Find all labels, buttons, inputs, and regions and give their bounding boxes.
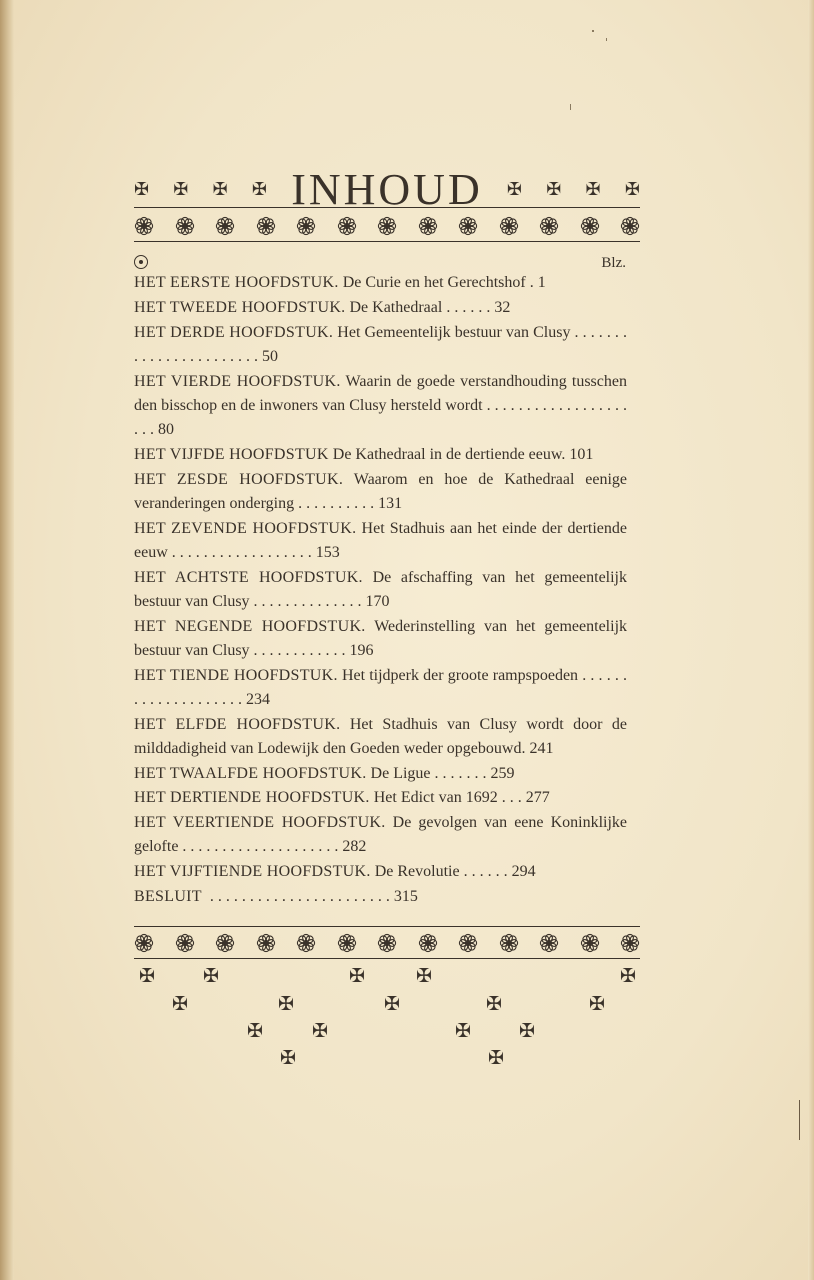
- toc-entry: [134, 370, 631, 443]
- toc-entry: [134, 321, 632, 369]
- maltese-cross-icon: ✠: [134, 179, 150, 200]
- maltese-cross-icon: ✠: [384, 993, 400, 1015]
- rosette-icon: [580, 933, 600, 953]
- chapter-title: Waarin de goede verstandhouding tusschen den bisschop en de inwoners van Clusy hersteld wordt: [134, 372, 627, 414]
- maltese-cross-icon: ✠: [280, 1047, 296, 1069]
- maltese-cross-icon: ✠: [173, 179, 189, 200]
- heading-rule-top: [134, 207, 640, 208]
- maltese-cross-icon: ✠: [212, 179, 228, 200]
- maltese-cross-icon: ✠: [486, 993, 502, 1015]
- rosette-icon: [175, 216, 195, 236]
- chapter-label: HET DERTIENDE HOOFDSTUK.: [134, 789, 370, 807]
- chapter-label: HET ZESDE HOOFDSTUK.: [134, 470, 344, 488]
- paper-mark: [799, 1100, 800, 1140]
- page-number: 153: [315, 543, 340, 561]
- dot-leader: . . . . . . . . . . . . . . . . . . . .: [178, 838, 343, 856]
- chapter-title: Het Gemeentelijk bestuur van Clusy: [337, 323, 571, 341]
- rosette-icon: [458, 216, 478, 236]
- page-number: 294: [511, 863, 536, 881]
- column-header-row: [134, 250, 626, 272]
- toc-entry: [134, 296, 627, 320]
- paper-speck: [592, 30, 594, 32]
- maltese-cross-icon: ✠: [585, 179, 601, 200]
- book-binding: [0, 0, 14, 1280]
- chapter-label: HET TWAALFDE HOOFDSTUK.: [134, 764, 367, 782]
- chapter-title: Het Stadhuis aan het einde der dertiende eeuw: [134, 519, 627, 561]
- page-number: 101: [569, 445, 594, 463]
- rosette-icon: [418, 216, 438, 236]
- toc-entry: [134, 517, 627, 565]
- chapter-label: HET TIENDE HOOFDSTUK.: [134, 666, 338, 684]
- circle-dot-icon: [134, 255, 148, 269]
- toc-entry: [134, 860, 627, 884]
- rosette-icon: [256, 933, 276, 953]
- maltese-cross-icon: ✠: [349, 965, 365, 987]
- rosette-icon: [377, 216, 397, 236]
- rosette-icon: [499, 933, 519, 953]
- maltese-cross-icon: ✠: [506, 179, 523, 200]
- toc-entry: [134, 811, 627, 859]
- dot-leader: . . .: [497, 789, 526, 807]
- maltese-cross-icon: ✠: [278, 993, 294, 1015]
- maltese-cross-icon: ✠: [247, 1020, 263, 1042]
- dot-leader: . . . . . . . . . . . . . . . . . . . . .: [134, 396, 631, 438]
- page-edge: [808, 0, 814, 1280]
- page-number: 170: [365, 592, 390, 610]
- toc-entry: [134, 271, 627, 295]
- paper-speck: [606, 38, 607, 41]
- dot-leader: . . . . . .: [442, 298, 495, 316]
- chapter-label: HET VEERTIENDE HOOFDSTUK.: [134, 814, 386, 832]
- page-number: 32: [494, 298, 511, 316]
- toc-entry: [134, 786, 627, 810]
- chapter-label: HET VIERDE HOOFDSTUK.: [134, 372, 341, 390]
- toc-entry: [134, 615, 627, 663]
- chapter-title: De Kathedraal: [349, 298, 443, 316]
- footer-rule-bottom: [134, 958, 640, 959]
- rosette-icon: [539, 216, 559, 236]
- footer-rule-top: [134, 926, 640, 927]
- toc-entry: [134, 762, 627, 786]
- page-number: 259: [490, 764, 515, 782]
- maltese-cross-icon: ✠: [139, 965, 155, 987]
- page-title: INHOUD: [291, 165, 483, 214]
- rosette-icon: [215, 216, 235, 236]
- page-number: 315: [393, 887, 418, 905]
- chapter-title: De Ligue: [370, 764, 431, 782]
- page-number: 80: [158, 421, 174, 438]
- chapter-label: HET ZEVENDE HOOFDSTUK.: [134, 519, 357, 537]
- rosette-icon: [620, 216, 640, 236]
- maltese-cross-icon: ✠: [172, 993, 188, 1015]
- chapter-label: HET NEGENDE HOOFDSTUK.: [134, 617, 366, 635]
- chapter-title: De Curie en het Gerechtshof: [342, 274, 526, 291]
- rosette-icon: [377, 933, 397, 953]
- chapter-title: Het tijdperk der groote rampspoeden: [341, 666, 579, 684]
- maltese-cross-icon: ✠: [546, 179, 562, 200]
- table-of-contents: [134, 271, 632, 910]
- chapter-label: HET VIJFTIENDE HOOFDSTUK.: [134, 863, 371, 881]
- page-number: 241: [529, 739, 554, 757]
- chapter-title: Waarom en hoe de Kathedraal eenige veranderingen onderging: [134, 470, 628, 512]
- maltese-cross-icon: ✠: [251, 179, 267, 200]
- chapter-label: HET EERSTE HOOFDSTUK.: [134, 274, 339, 291]
- heading-rule-bottom: [134, 241, 640, 242]
- chapter-title: Wederinstelling van het gemeentelijk bestuur van Clusy: [134, 617, 628, 659]
- rosette-icon: [337, 933, 357, 953]
- page-number: 196: [349, 641, 374, 659]
- toc-entry: [134, 443, 627, 467]
- maltese-cross-icon: ✠: [589, 993, 605, 1015]
- rosette-icon: [620, 933, 640, 953]
- paper-speck: [570, 104, 571, 110]
- chapter-title: De Kathedraal in de dertiende eeuw.: [332, 445, 566, 463]
- dot-leader: . . . . . . . . . . . . . . . . . . . . . . .: [205, 887, 394, 905]
- maltese-cross-icon: ✠: [203, 965, 219, 987]
- toc-entry: [134, 713, 627, 761]
- maltese-cross-icon: ✠: [519, 1020, 535, 1042]
- maltese-cross-icon: ✠: [624, 179, 640, 200]
- chapter-title: Het Stadhuis van Clusy wordt door de milddadigheid van Lodewijk den Goeden weder opgebouwd.: [134, 715, 628, 757]
- rosette-icon: [134, 216, 154, 236]
- rosette-icon: [175, 933, 195, 953]
- page-number: 234: [246, 690, 270, 708]
- maltese-cross-icon: ✠: [312, 1020, 328, 1042]
- maltese-cross-icon: ✠: [416, 965, 432, 987]
- chapter-title: De gevolgen van eene Koninklijke gelofte: [134, 814, 628, 856]
- rosette-icon: [539, 933, 559, 953]
- chapter-title: De afschaffing van het gemeentelijk bestuur van Clusy: [134, 568, 628, 610]
- page-column-label: Blz.: [601, 255, 626, 271]
- toc-entry: [134, 468, 627, 516]
- dot-leader: . . . . . . . . . . . .: [249, 641, 350, 659]
- chapter-label: HET ACHTSTE HOOFDSTUK.: [134, 568, 363, 586]
- dot-leader: . . . . . . . . . . . . . .: [249, 592, 366, 610]
- dot-leader: . . . . . . . . . . . . . . . . . . . .: [134, 666, 631, 708]
- maltese-cross-icon: ✠: [620, 965, 636, 987]
- rosette-icon: [580, 216, 600, 236]
- chapter-label: HET DERDE HOOFDSTUK.: [134, 323, 334, 341]
- maltese-cross-icon: ✠: [488, 1047, 504, 1069]
- rosette-icon: [337, 216, 357, 236]
- dot-leader: .: [525, 274, 538, 291]
- dot-leader: . . . . . . . . . . . . . . . . . . . . . . .: [134, 323, 632, 365]
- rosette-border-bottom: [134, 930, 640, 956]
- rosette-icon: [458, 933, 478, 953]
- rosette-icon: [296, 216, 316, 236]
- page-number: 50: [262, 347, 278, 365]
- dot-leader: . . . . . .: [459, 863, 512, 881]
- chapter-label: HET TWEEDE HOOFDSTUK.: [134, 298, 346, 316]
- page-number: 282: [342, 838, 367, 856]
- page-number: 131: [378, 494, 403, 512]
- chapter-title: Het Edict van 1692: [373, 789, 498, 807]
- chapter-label: BESLUIT: [134, 887, 202, 905]
- dot-leader: . . . . . . . . . . . . . . . . . .: [167, 543, 316, 561]
- chapter-label: HET VIJFDE HOOFDSTUK: [134, 445, 329, 463]
- rosette-icon: [134, 933, 154, 953]
- rosette-icon: [215, 933, 235, 953]
- chapter-title: De Revolutie: [374, 863, 460, 881]
- dot-leader: . . . . . . .: [430, 764, 491, 782]
- rosette-icon: [499, 216, 519, 236]
- toc-entry: [134, 566, 627, 614]
- maltese-cross-icon: ✠: [455, 1020, 471, 1042]
- toc-entry: [134, 885, 627, 909]
- rosette-icon: [296, 933, 316, 953]
- chapter-label: HET ELFDE HOOFDSTUK.: [134, 715, 341, 733]
- toc-entry: [134, 664, 631, 712]
- page-number: 1: [537, 274, 546, 291]
- dot-leader: . . . . . . . . . .: [294, 494, 379, 512]
- page-number: 277: [525, 789, 550, 807]
- rosette-border-top: [134, 213, 640, 239]
- rosette-icon: [418, 933, 438, 953]
- rosette-icon: [256, 216, 276, 236]
